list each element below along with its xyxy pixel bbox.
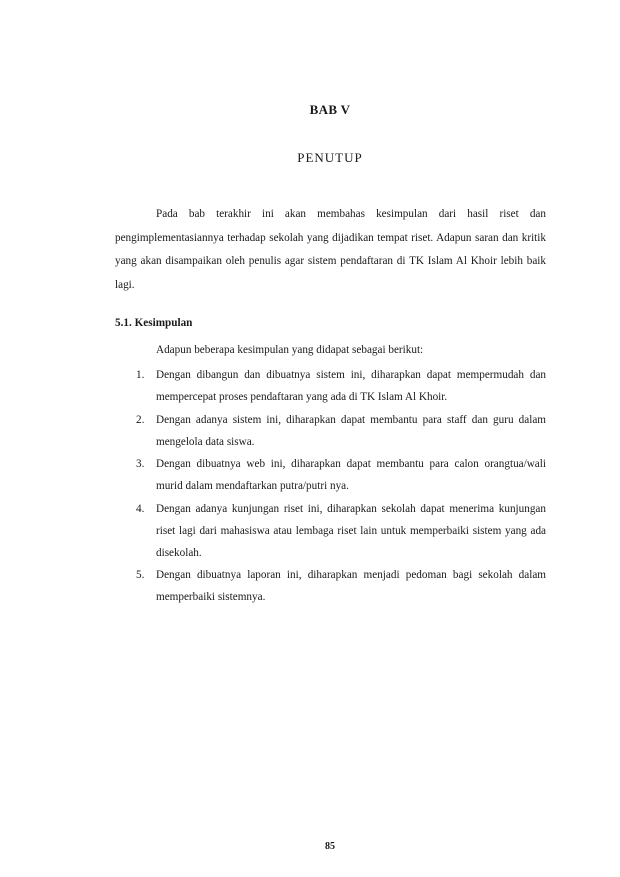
list-item-text: Dengan adanya kunjungan riset ini, diharapkan sekolah dapat menerima kunjungan riset lagi dari mahasiswa atau lembaga riset lain untuk memperbaiki sistem yang ada disekolah.: [156, 502, 546, 559]
chapter-title: PENUTUP: [297, 150, 363, 165]
list-item-text: Dengan dibuatnya web ini, diharapkan dapat membantu para calon orangtua/wali murid dalam mendaftarkan putra/putri nya.: [156, 458, 546, 492]
list-item: [115, 498, 546, 564]
list-item-number: 3.: [136, 458, 145, 470]
list-item: [115, 409, 546, 453]
list-item: [115, 564, 546, 608]
list-item: [115, 364, 546, 408]
chapter-label: BAB V: [309, 102, 351, 117]
section-heading: 5.1. Kesimpulan: [115, 317, 193, 329]
intro-paragraph: Pada bab terakhir ini akan membahas kesimpulan dari hasil riset dan pengimplementasiannya terhadap sekolah yang dijadikan tempat riset. Adapun saran dan kritik yang akan disampaikan oleh penulis agar sistem pendaftaran di TK Islam Al Khoir lebih baik lagi.: [115, 208, 546, 291]
page-number: 85: [325, 841, 335, 852]
list-item-text: Dengan dibuatnya laporan ini, diharapkan menjadi pedoman bagi sekolah dalam memperbaiki sistemnya.: [156, 569, 546, 603]
list-item: [115, 453, 546, 497]
list-item-number: 4.: [136, 502, 145, 515]
list-item-number: 2.: [136, 413, 145, 426]
list-item-number: 5.: [136, 569, 145, 581]
conclusion-list: [115, 364, 546, 609]
list-item-text: Dengan dibangun dan dibuatnya sistem ini, diharapkan dapat mempermudah dan mempercepat proses pendaftaran yang ada di TK Islam Al Khoir.: [156, 369, 546, 403]
list-item-number: 1.: [136, 369, 145, 381]
list-item-text: Dengan adanya sistem ini, diharapkan dapat membantu para staff dan guru dalam mengelola data siswa.: [156, 413, 546, 448]
section-intro: Adapun beberapa kesimpulan yang didapat sebagai berikut:: [156, 344, 424, 356]
